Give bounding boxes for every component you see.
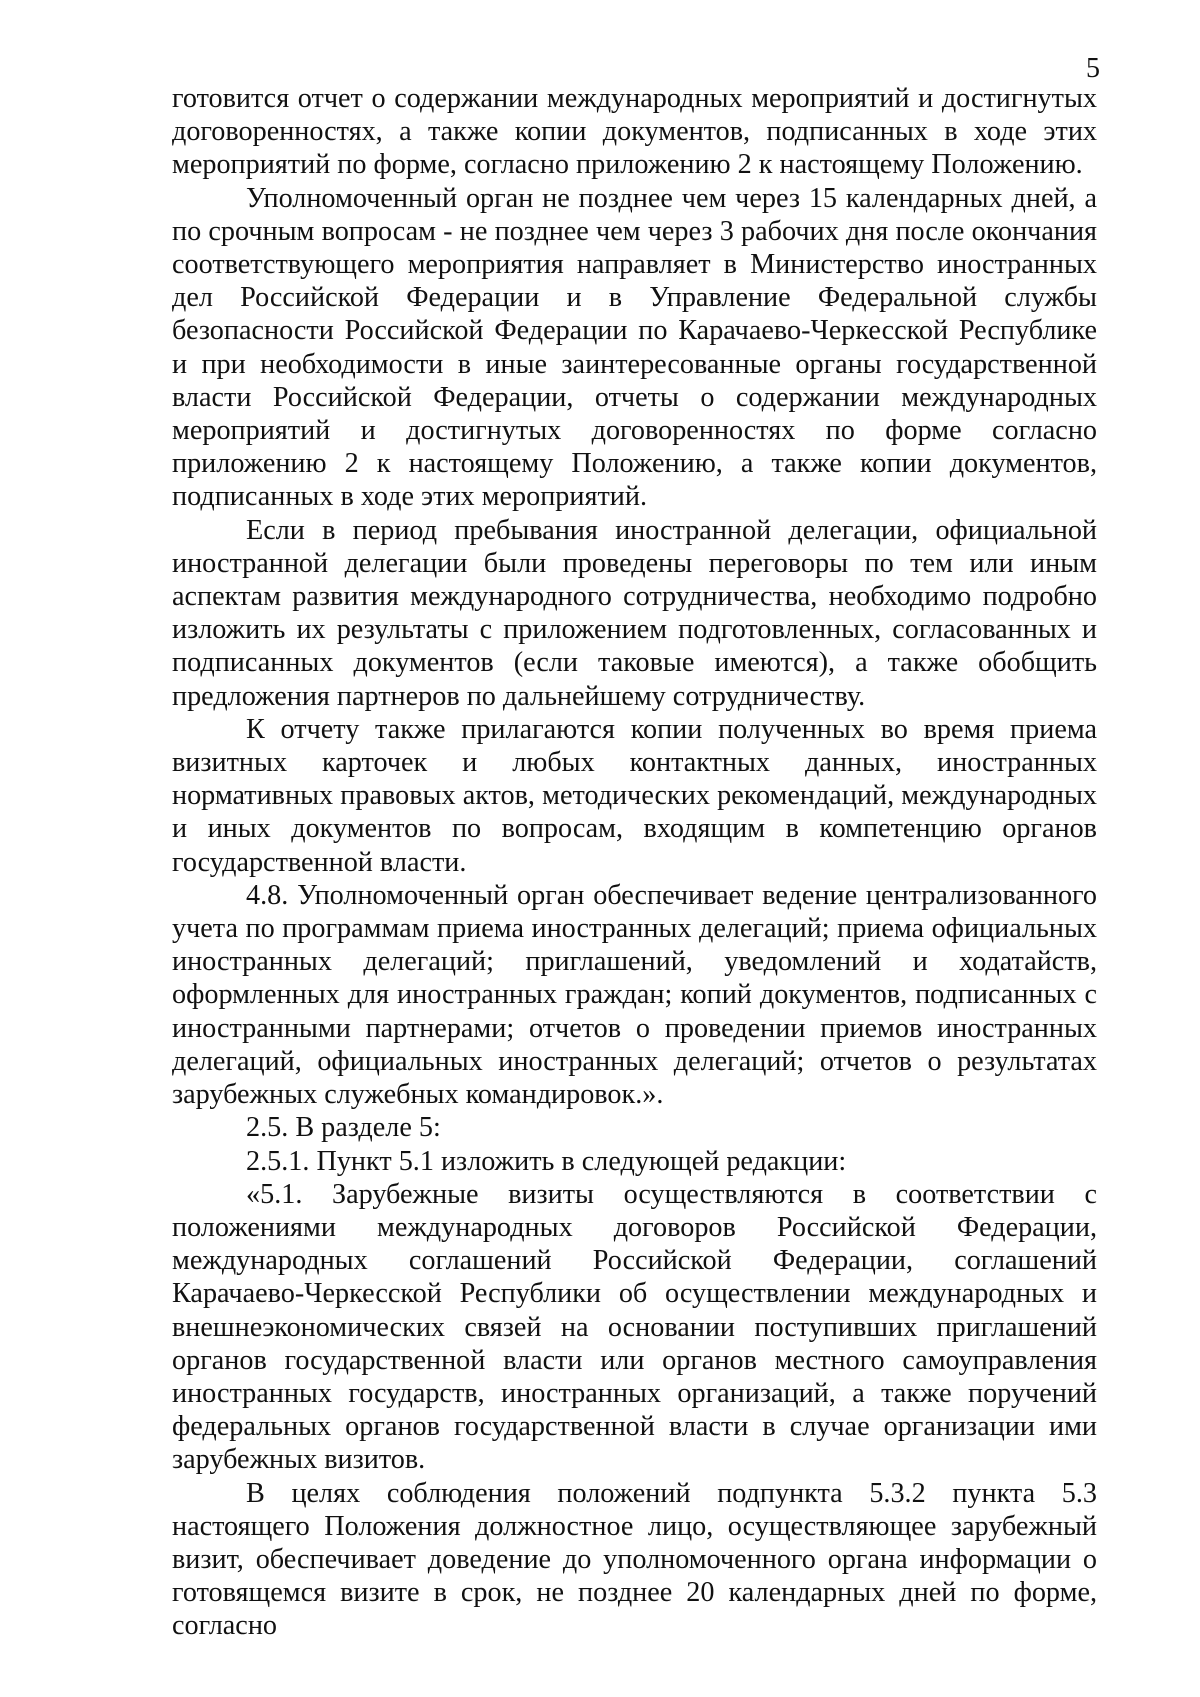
paragraph-continuation: готовится отчет о содержании международных мероприятий и достигнутых договоренностях, а также копии документов, подписанных в ходе этих мероприятий по форме, согласно приложению 2 к настоящему Положению. <box>172 83 1097 181</box>
paragraph-reports-deadline: Уполномоченный орган не позднее чем через 15 календарных дней, а по срочным вопросам - не позднее чем через 3 рабочих дня после окончания соответствующего мероприятия направляет в Министерство иностранных дел Российской Федерации и в Управление Федеральной службы безопасности Российской Федерации по Карачаево-Черкесской Республике и при необходимости в иные заинтересованные органы государственной власти Российской Федерации, отчеты о содержании международных мероприятий и достигнутых договоренностях по форме согласно приложению 2 к настоящему Положению, а также копии документов, подписанных в ходе этих мероприятий. <box>172 182 1097 513</box>
paragraph-5-3-2-compliance: В целях соблюдения положений подпункта 5.3.2 пункта 5.3 настоящего Положения должностное лицо, осуществляющее зарубежный визит, обеспечивает доведение до уполномоченного органа информации о готовящемся визите в срок, не позднее 20 календарных дней по форме, согласно <box>172 1477 1097 1642</box>
page-number: 5 <box>1086 53 1100 84</box>
document-body <box>172 82 1097 1643</box>
paragraph-negotiations: Если в период пребывания иностранной делегации, официальной иностранной делегации были проведены переговоры по тем или иным аспектам развития международного сотрудничества, необходимо подробно изложить их результаты с приложением подготовленных, согласованных и подписанных документов (если таковые имеются), а также обобщить предложения партнеров по дальнейшему сотрудничеству. <box>172 514 1097 712</box>
paragraph-2-5-1: 2.5.1. Пункт 5.1 изложить в следующей редакции: <box>246 1145 847 1177</box>
paragraph-4-8: 4.8. Уполномоченный орган обеспечивает ведение централизованного учета по программам приема иностранных делегаций; приема официальных иностранных делегаций; приглашений, уведомлений и ходатайств, оформленных для иностранных граждан; копий документов, подписанных с иностранными партнерами; отчетов о проведении приемов иностранных делегаций, официальных иностранных делегаций; отчетов о результатах зарубежных служебных командировок.». <box>172 879 1097 1111</box>
paragraph-5-1: «5.1. Зарубежные визиты осуществляются в соответствии с положениями международных договоров Российской Федерации, международных соглашений Российской Федерации, соглашений Карачаево-Черкесской Республики об осуществлении международных и внешнеэкономических связей на основании поступивших приглашений органов государственной власти или органов местного самоуправления иностранных государств, иностранных организаций, а также поручений федеральных органов государственной власти в случае организации ими зарубежных визитов. <box>172 1178 1097 1476</box>
paragraph-2-5: 2.5. В разделе 5: <box>246 1112 441 1144</box>
paragraph-report-attachments: К отчету также прилагаются копии полученных во время приема визитных карточек и любых контактных данных, иностранных нормативных правовых актов, методических рекомендаций, международных и иных документов по вопросам, входящим в компетенцию органов государственной власти. <box>172 713 1097 878</box>
